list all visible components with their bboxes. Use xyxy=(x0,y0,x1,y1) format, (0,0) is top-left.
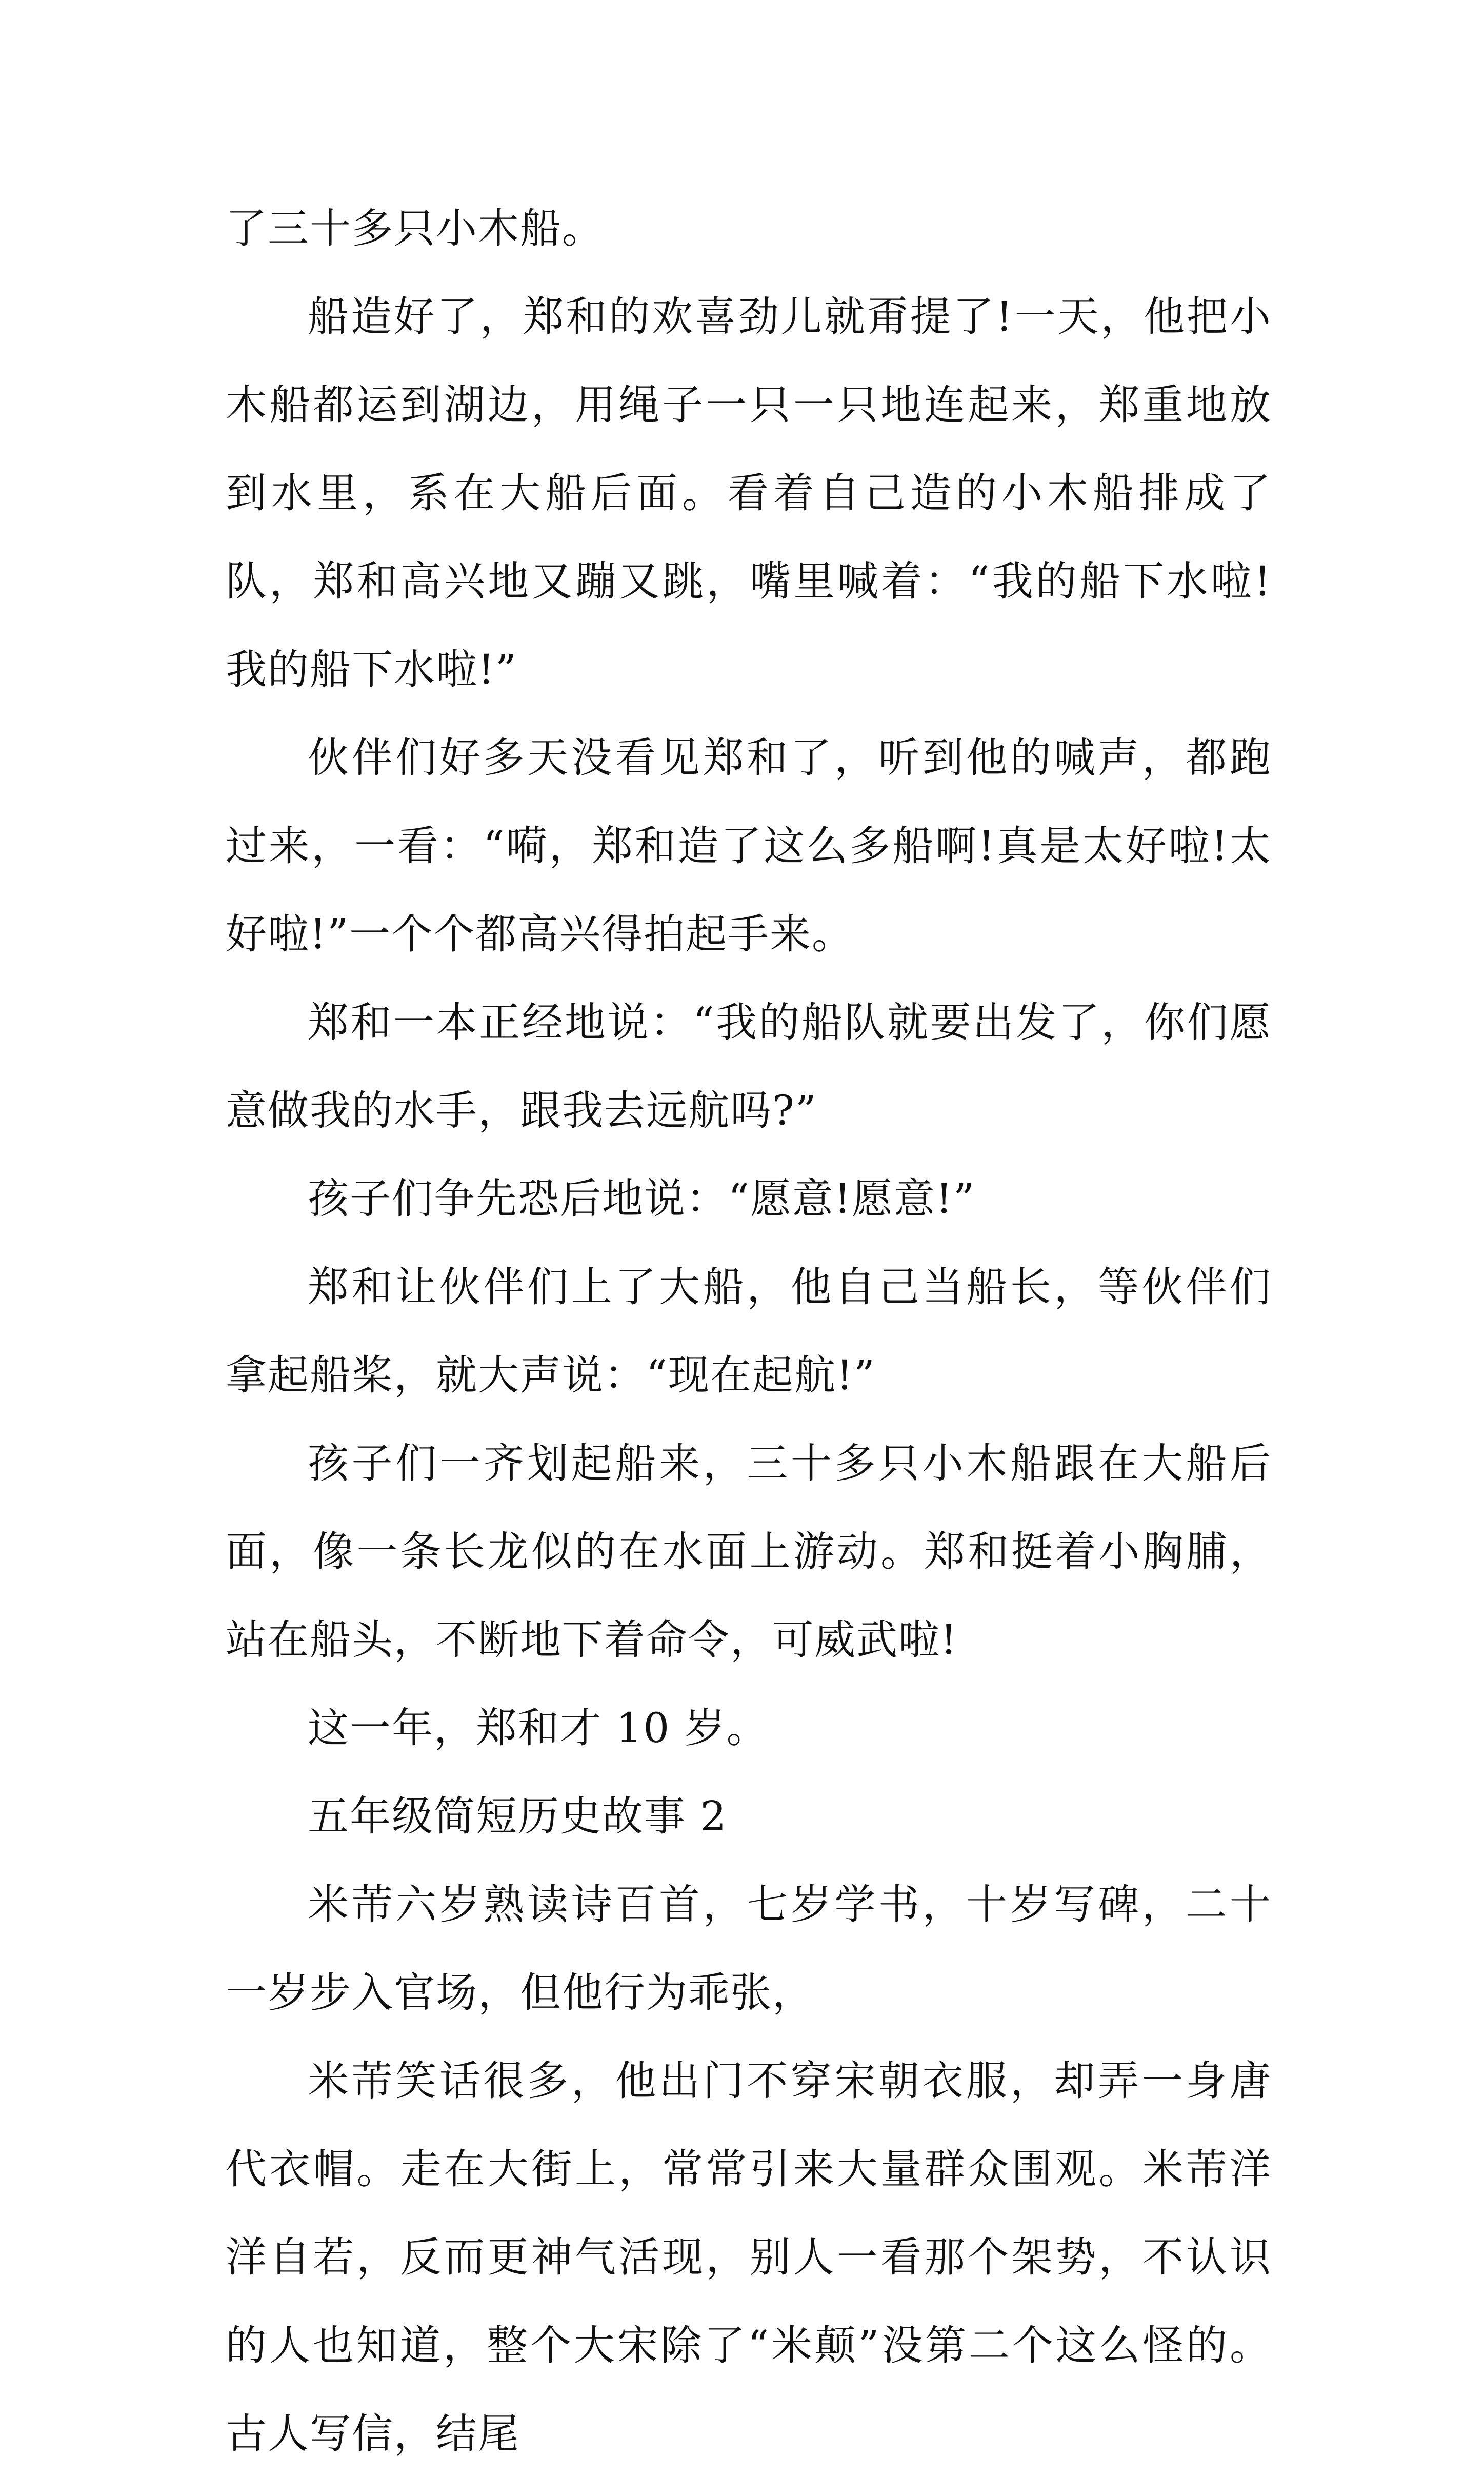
document-body xyxy=(226,185,1272,2478)
paragraph-mi-fu-anecdote: 米芾笑话很多，他出门不穿宋朝衣服，却弄一身唐代衣帽。走在大街上，常常引来大量群众围观。米芾洋洋自若，反而更神气活现，别人一看那个架势，不认识的人也知道，整个大宋除了“米颠”没第二个这么怪的。古人写信，结尾 xyxy=(226,2057,1272,2457)
paragraph-age: 这一年，郑和才 10 岁。 xyxy=(308,1704,769,1752)
section-heading: 五年级简短历史故事 2 xyxy=(308,1792,728,1840)
paragraph-captain: 郑和让伙伴们上了大船，他自己当船长，等伙伴们拿起船桨，就大声说：“现在起航!” xyxy=(226,1263,1272,1399)
paragraph-ships-launched: 船造好了，郑和的欢喜劲儿就甭提了!一天，他把小木船都运到湖边，用绳子一只一只地连起来，郑重地放到水里，系在大船后面。看着自己造的小木船排成了队，郑和高兴地又蹦又跳，嘴里喊着：“我的船下水啦!我的船下水啦!” xyxy=(226,293,1272,693)
paragraph-children-agree: 孩子们争先恐后地说：“愿意!愿意!” xyxy=(308,1175,976,1223)
paragraph-invitation: 郑和一本正经地说：“我的船队就要出发了，你们愿意做我的水手，跟我去远航吗?” xyxy=(226,998,1272,1134)
paragraph-friends-arrive: 伙伴们好多天没看见郑和了，听到他的喊声，都跑过来，一看：“嗬，郑和造了这么多船啊!真是太好啦!太好啦!”一个个都高兴得拍起手来。 xyxy=(226,734,1272,958)
paragraph-rowing: 孩子们一齐划起船来，三十多只小木船跟在大船后面，像一条长龙似的在水面上游动。郑和挺着小胸脯，站在船头，不断地下着命令，可威武啦! xyxy=(226,1440,1272,1664)
paragraph-mi-fu-intro: 米芾六岁熟读诗百首，七岁学书，十岁写碑，二十一岁步入官场，但他行为乖张， xyxy=(226,1881,1272,2016)
paragraph-continuation: 了三十多只小木船。 xyxy=(226,205,604,252)
